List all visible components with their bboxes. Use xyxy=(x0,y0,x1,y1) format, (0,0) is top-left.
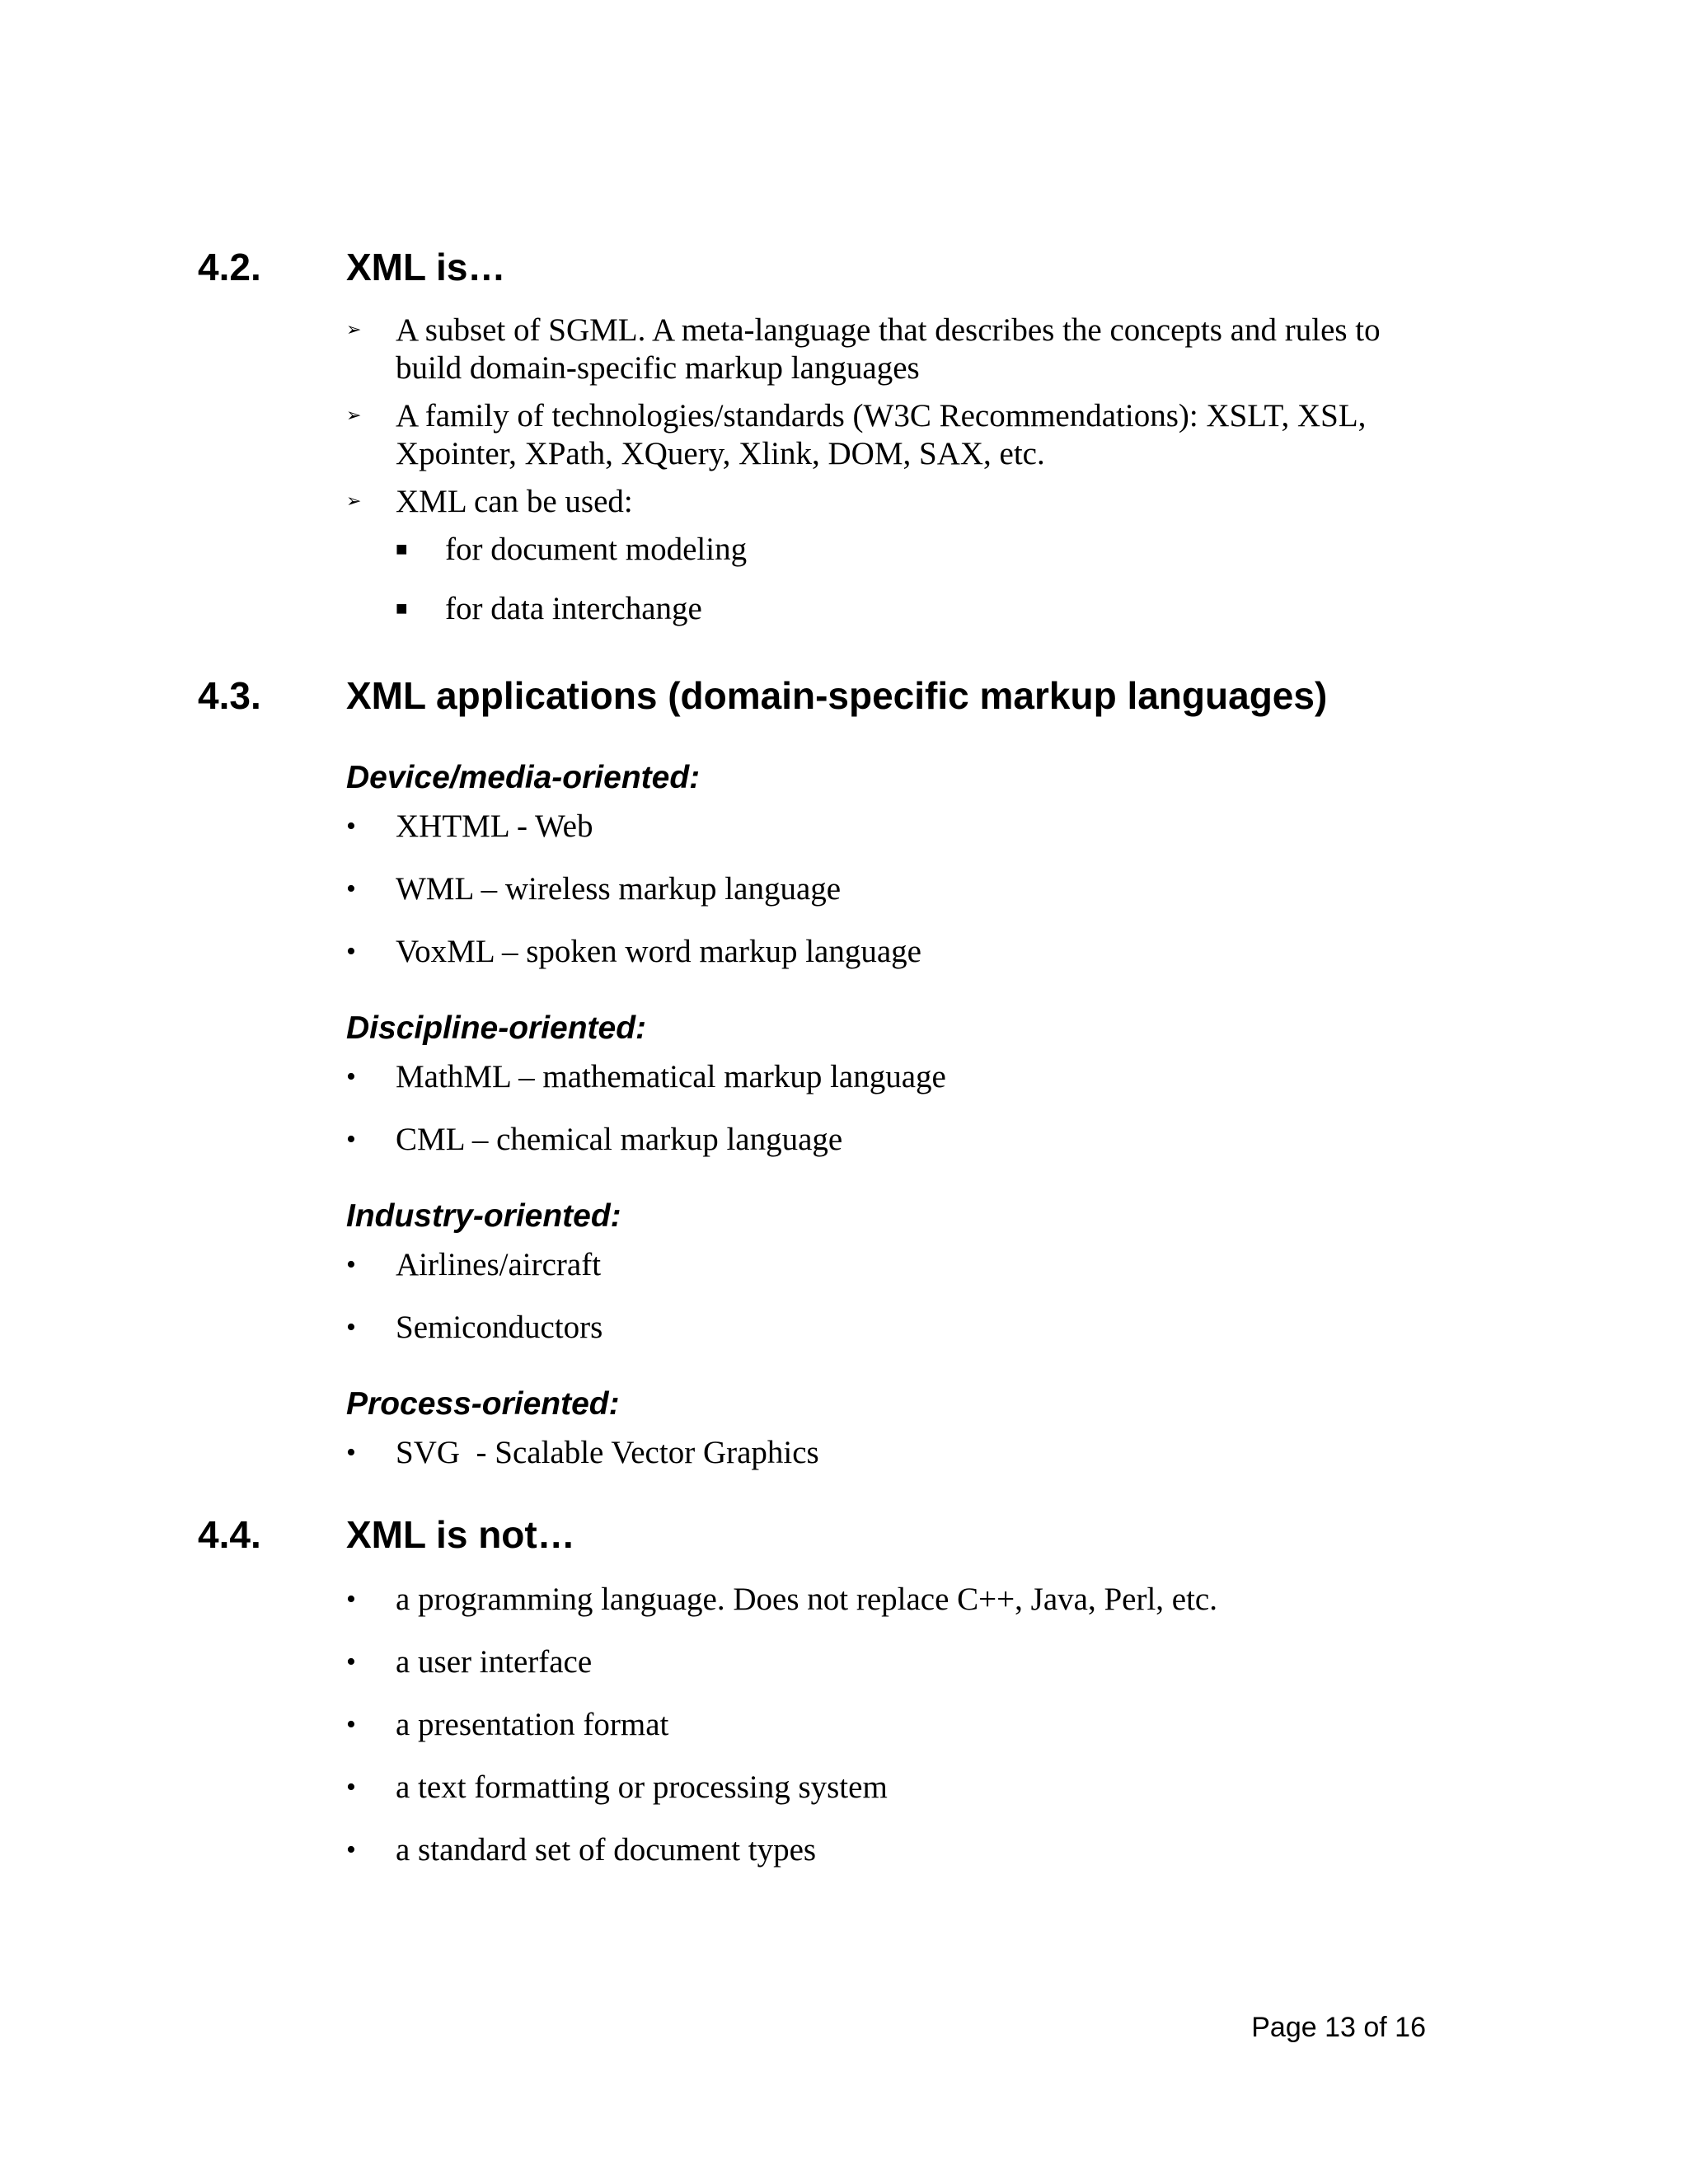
list-item xyxy=(346,1058,1500,1096)
section-title: XML is… xyxy=(346,246,506,288)
bullet-icon: • xyxy=(346,1647,356,1677)
list-item-text: MathML – mathematical markup language xyxy=(396,1059,946,1094)
section-heading-4-4 xyxy=(198,1511,1352,1558)
list-item xyxy=(346,1434,1500,1472)
page-number: Page 13 of 16 xyxy=(1251,2012,1426,2043)
list-item-text xyxy=(396,312,1381,387)
section-number: 4.3. xyxy=(198,674,261,717)
section-number: 4.2. xyxy=(198,246,261,288)
list-item xyxy=(346,1309,1500,1347)
bullet-icon: • xyxy=(346,1249,356,1280)
list-item-text: Semiconductors xyxy=(396,1310,603,1345)
list-item xyxy=(346,483,1500,521)
list-item xyxy=(346,1246,1500,1284)
square-bullet-icon: ■ xyxy=(396,539,408,560)
section-heading-4-2 xyxy=(198,244,1352,290)
group-label: Discipline-oriented: xyxy=(346,1010,647,1046)
group-label: Device/media-oriented: xyxy=(346,760,701,795)
group-label: Industry-oriented: xyxy=(346,1198,621,1234)
list-item xyxy=(346,808,1500,846)
bullet-icon: • xyxy=(346,1772,356,1802)
section-title: XML is not… xyxy=(346,1513,575,1556)
list-item xyxy=(346,870,1500,908)
list-item-text: a presentation format xyxy=(396,1707,669,1742)
list-item-text: SVG - Scalable Vector Graphics xyxy=(396,1435,819,1470)
list-item xyxy=(346,1706,1500,1744)
list-item-text: XML can be used: xyxy=(396,484,633,519)
square-bullet-icon: ■ xyxy=(396,598,408,620)
list-item-text: a text formatting or processing system xyxy=(396,1769,888,1805)
sub-list-item-text: for document modeling xyxy=(445,532,748,567)
sub-list-item-text: for data interchange xyxy=(445,591,702,626)
list-item xyxy=(346,1831,1500,1869)
bullet-icon: • xyxy=(346,1709,356,1740)
bullet-icon: • xyxy=(346,1437,356,1468)
list-item-text xyxy=(396,397,1366,473)
list-item xyxy=(346,1769,1500,1807)
sub-list-item xyxy=(396,590,1467,628)
list-item-line: A subset of SGML. A meta-language that describes the concepts and rules to xyxy=(396,312,1381,348)
bullet-icon: • xyxy=(346,1835,356,1865)
sub-list-item xyxy=(396,531,1467,569)
section-title: XML applications (domain-specific markup languages) xyxy=(346,674,1328,717)
list-item xyxy=(346,397,1500,473)
list-item-text: a standard set of document types xyxy=(396,1832,817,1868)
list-item xyxy=(346,1581,1500,1619)
list-item-text: VoxML – spoken word markup language xyxy=(396,934,921,969)
bullet-icon: • xyxy=(346,874,356,904)
list-item-text: Airlines/aircraft xyxy=(396,1247,602,1282)
list-item-line: A family of technologies/standards (W3C Recommendations): XSLT, XSL, xyxy=(396,398,1367,434)
list-item xyxy=(346,1643,1500,1681)
group-label: Process-oriented: xyxy=(346,1386,620,1422)
bullet-icon: • xyxy=(346,811,356,841)
list-item-text: a programming language. Does not replace C++, Java, Perl, etc. xyxy=(396,1582,1217,1617)
arrow-bullet-icon: ➢ xyxy=(346,320,362,340)
list-item xyxy=(346,312,1500,387)
bullet-icon: • xyxy=(346,1062,356,1092)
list-item-text: a user interface xyxy=(396,1644,593,1680)
list-item-text: WML – wireless markup language xyxy=(396,871,842,907)
list-item-text: CML – chemical markup language xyxy=(396,1122,843,1157)
bullet-icon: • xyxy=(346,936,356,967)
section-number: 4.4. xyxy=(198,1513,261,1556)
list-item-line: Xpointer, XPath, XQuery, Xlink, DOM, SAX, etc. xyxy=(396,436,1045,471)
list-item-line: build domain-specific markup languages xyxy=(396,350,920,386)
list-item-text: XHTML - Web xyxy=(396,808,593,844)
list-item xyxy=(346,933,1500,971)
arrow-bullet-icon: ➢ xyxy=(346,491,362,512)
bullet-icon: • xyxy=(346,1124,356,1155)
section-heading-4-3 xyxy=(198,673,1434,719)
bullet-icon: • xyxy=(346,1584,356,1615)
list-item xyxy=(346,1121,1500,1159)
arrow-bullet-icon: ➢ xyxy=(346,405,362,426)
bullet-icon: • xyxy=(346,1312,356,1343)
